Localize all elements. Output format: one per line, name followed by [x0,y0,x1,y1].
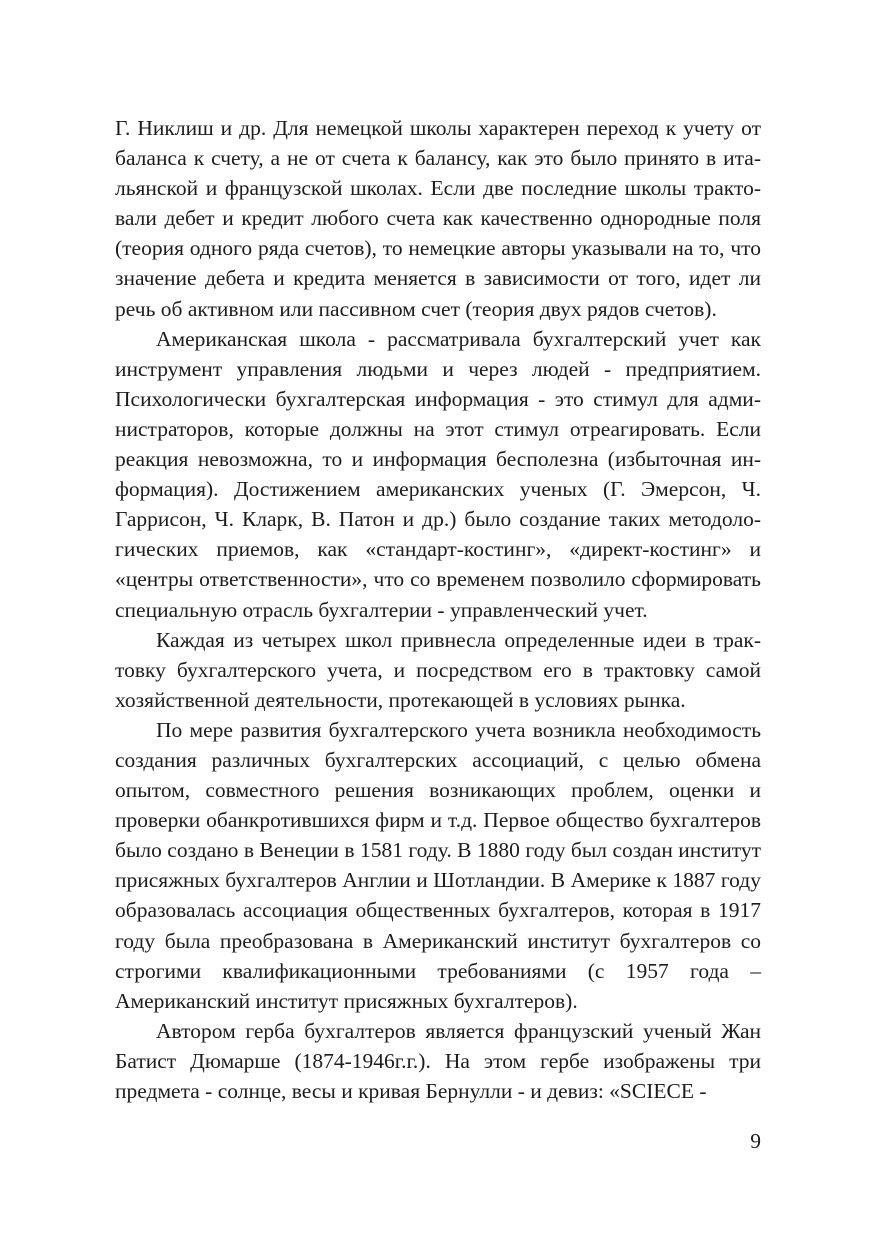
body-text [115,113,761,1106]
paragraph-four-schools: Каждая из четырех школ привнесла определенные идеи в трактовку бухгалтерского учета, и посредством его в трактовку самой хозяйственной деятельности, протекающей в условиях рынка. [115,627,761,712]
paragraph-american-school: Американская школа - рассматривала бухгалтерский учет как инструмент управления людьми и через людей - предприятием. Психологически бухгалтерская информация - это стимул для администраторов, которые должны на этот стимул отреагировать. Если реакция невозможна, то и информация бесполезна (избыточная информация). Достижением американских ученых (Г. Эмерсон, Ч. Гаррисон, Ч. Кларк, В. Патон и др.) было создание таких методологических приемов, как «стандарт-костинг», «директ-костинг» и «центры ответственности», что со временем позволило сформировать специальную отрасль бухгалтерии - управленческий учет. [115,326,761,622]
page-number: 9 [750,1129,761,1153]
paragraph-german-school: Г. Никлиш и др. Для немецкой школы характерен переход к учету от баланса к счету, а не от счета к балансу, как это было принято в итальянской и французской школах. Если две последние школы трактовали дебет и кредит любого счета как качественно однородные поля (теория одного ряда счетов), то немецкие авторы указывали на то, что значение дебета и кредита меняется в зависимости от того, идет ли речь об активном или пассивном счет (теория двух рядов счетов). [115,116,761,321]
paragraph-coat-of-arms: Автором герба бухгалтеров является французский ученый Жан Батист Дюмарше (1874-1946г.г.). На этом гербе изображены три предмета - солнце, весы и кривая Бернулли - и девиз: «SCIECE - [115,1018,761,1103]
paragraph-accounting-associations: По мере развития бухгалтерского учета возникла необходимость создания различных бухгалтерских ассоциаций, с целью обмена опытом, совместного решения возникающих проблем, оценки и проверки обанкротившихся фирм и т.д. Первое общество бухгалтеров было создано в Венеции в 1581 году. В 1880 году был создан институт присяжных бухгалтеров Англии и Шотландии. В Америке к 1887 году образовалась ассоциация общественных бухгалтеров, которая в 1917 году была преобразована в Американский институт бухгалтеров со строгими квалификационными требованиями (с 1957 года – Американский институт присяжных бухгалтеров). [115,717,761,1013]
